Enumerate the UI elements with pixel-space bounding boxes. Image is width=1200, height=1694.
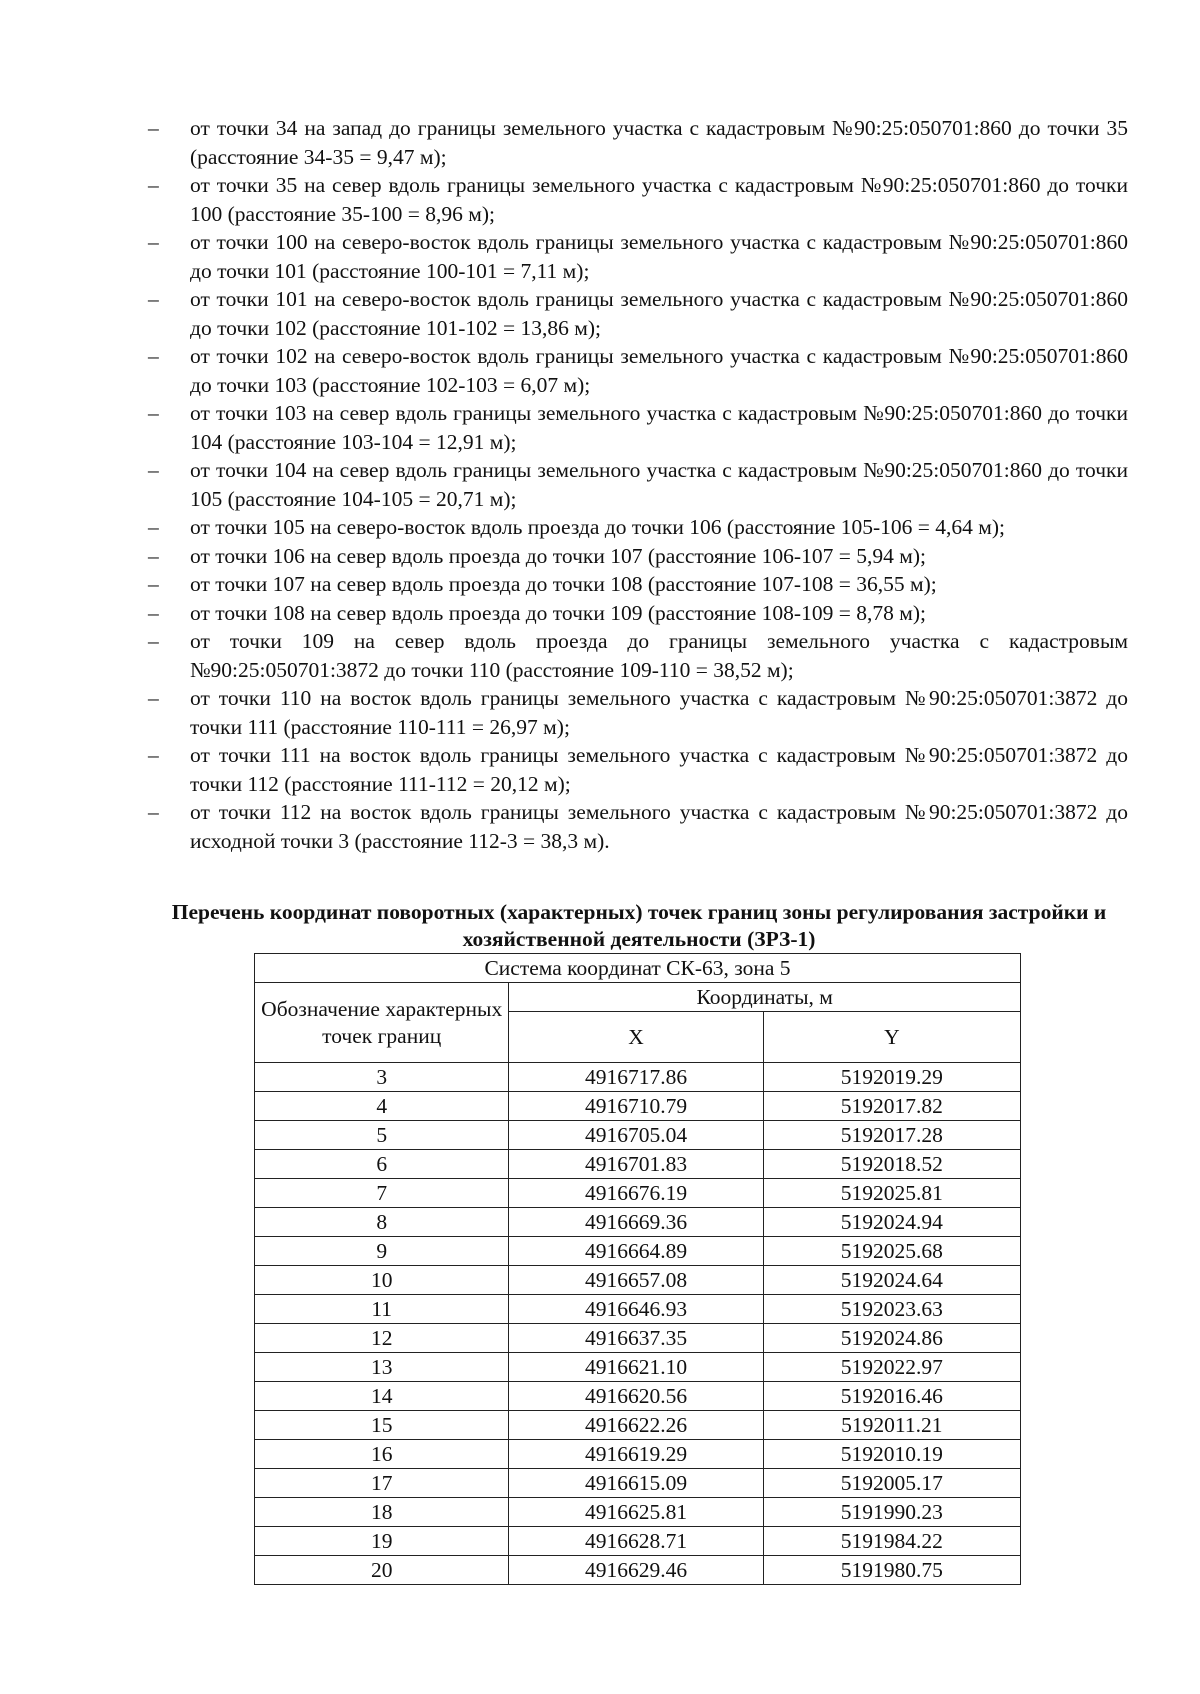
list-item-text: от точки 103 на север вдоль границы земельного участка с кадастровым №90:25:050701:860 до точки 104 (расстояние 103-104 = 12,91 м); xyxy=(190,401,1128,454)
list-marker: – xyxy=(148,173,159,197)
y-cell: 5192010.19 xyxy=(763,1440,1020,1469)
point-cell: 7 xyxy=(255,1179,509,1208)
point-cell: 17 xyxy=(255,1469,509,1498)
list-item-text: от точки 104 на север вдоль границы земельного участка с кадастровым №90:25:050701:860 до точки 105 (расстояние 104-105 = 20,71 м); xyxy=(190,458,1128,511)
list-marker: – xyxy=(148,515,159,539)
list-item xyxy=(148,684,1128,741)
list-marker: – xyxy=(148,686,159,710)
x-cell: 4916669.36 xyxy=(509,1208,763,1237)
y-cell: 5192017.82 xyxy=(763,1092,1020,1121)
list-marker: – xyxy=(148,344,159,368)
coordinates-table xyxy=(254,953,1021,1585)
list-marker: – xyxy=(148,543,159,568)
table-row xyxy=(255,1353,1021,1382)
list-item xyxy=(148,114,1128,171)
list-marker: – xyxy=(148,600,159,625)
point-cell: 11 xyxy=(255,1295,509,1324)
list-item xyxy=(148,228,1128,285)
x-cell: 4916710.79 xyxy=(509,1092,763,1121)
y-cell: 5192024.94 xyxy=(763,1208,1020,1237)
x-cell: 4916701.83 xyxy=(509,1150,763,1179)
point-cell: 14 xyxy=(255,1382,509,1411)
table-row xyxy=(255,1440,1021,1469)
x-cell: 4916622.26 xyxy=(509,1411,763,1440)
list-item-text: от точки 34 на запад до границы земельного участка с кадастровым №90:25:050701:860 до точки 35 (расстояние 34-35 = 9,47 м); xyxy=(190,116,1128,169)
list-item-text: от точки 110 на восток вдоль границы земельного участка с кадастровым №90:25:050701:3872 до точки 111 (расстояние 110-111 = 26,97 м); xyxy=(190,686,1128,739)
table-row xyxy=(255,1469,1021,1498)
x-cell: 4916625.81 xyxy=(509,1498,763,1527)
table-row xyxy=(255,1411,1021,1440)
x-cell: 4916629.46 xyxy=(509,1556,763,1585)
point-cell: 18 xyxy=(255,1498,509,1527)
coordinates-heading: Перечень координат поворотных (характерных) точек границ зоны регулирования застройки и хозяйственной деятельности (ЗРЗ-1) xyxy=(171,900,1107,951)
list-item-text: от точки 35 на север вдоль границы земельного участка с кадастровым №90:25:050701:860 до точки 100 (расстояние 35-100 = 8,96 м); xyxy=(190,173,1128,226)
x-cell: 4916646.93 xyxy=(509,1295,763,1324)
point-cell: 5 xyxy=(255,1121,509,1150)
point-cell: 16 xyxy=(255,1440,509,1469)
point-cell: 19 xyxy=(255,1527,509,1556)
list-item xyxy=(148,798,1128,855)
table-header-row xyxy=(255,983,1021,1012)
table-row xyxy=(255,1150,1021,1179)
list-item-text: от точки 101 на северо-восток вдоль границы земельного участка с кадастровым №90:25:050701:860 до точки 102 (расстояние 101-102 = 13,86 м); xyxy=(190,287,1128,340)
list-item-text: от точки 111 на восток вдоль границы земельного участка с кадастровым №90:25:050701:3872 до точки 112 (расстояние 111-112 = 20,12 м); xyxy=(190,743,1128,796)
list-marker: – xyxy=(148,230,159,254)
list-item xyxy=(148,285,1128,342)
list-item xyxy=(148,171,1128,228)
y-header: Y xyxy=(763,1012,1020,1063)
y-cell: 5192011.21 xyxy=(763,1411,1020,1440)
list-marker: – xyxy=(148,572,159,596)
list-marker: – xyxy=(148,401,159,425)
list-item xyxy=(148,542,1128,571)
y-cell: 5191980.75 xyxy=(763,1556,1020,1585)
y-cell: 5191984.22 xyxy=(763,1527,1020,1556)
list-item-text: от точки 112 на восток вдоль границы земельного участка с кадастровым №90:25:050701:3872 до исходной точки 3 (расстояние 112-3 = 38,3 м). xyxy=(190,800,1128,853)
y-cell: 5192005.17 xyxy=(763,1469,1020,1498)
list-item xyxy=(148,342,1128,399)
coordinate-system-header: Система координат СК-63, зона 5 xyxy=(255,954,1021,983)
x-cell: 4916676.19 xyxy=(509,1179,763,1208)
point-cell: 15 xyxy=(255,1411,509,1440)
y-cell: 5192024.86 xyxy=(763,1324,1020,1353)
table-row xyxy=(255,1498,1021,1527)
table-row xyxy=(255,1556,1021,1585)
point-label-header: Обозначение характерных точек границ xyxy=(255,983,509,1063)
y-cell: 5192025.81 xyxy=(763,1179,1020,1208)
y-cell: 5191990.23 xyxy=(763,1498,1020,1527)
x-header: X xyxy=(509,1012,763,1063)
table-row xyxy=(255,1382,1021,1411)
x-cell: 4916628.71 xyxy=(509,1527,763,1556)
list-item-text: от точки 107 на север вдоль проезда до точки 108 (расстояние 107-108 = 36,55 м); xyxy=(190,572,937,596)
y-cell: 5192017.28 xyxy=(763,1121,1020,1150)
x-cell: 4916637.35 xyxy=(509,1324,763,1353)
table-row xyxy=(255,1295,1021,1324)
x-cell: 4916620.56 xyxy=(509,1382,763,1411)
table-row xyxy=(255,1266,1021,1295)
table-row xyxy=(255,1063,1021,1092)
table-row xyxy=(255,1208,1021,1237)
x-cell: 4916705.04 xyxy=(509,1121,763,1150)
x-cell: 4916615.09 xyxy=(509,1469,763,1498)
list-item xyxy=(148,741,1128,798)
table-row xyxy=(255,1324,1021,1353)
x-cell: 4916657.08 xyxy=(509,1266,763,1295)
x-cell: 4916621.10 xyxy=(509,1353,763,1382)
point-cell: 20 xyxy=(255,1556,509,1585)
list-item-text: от точки 105 на северо-восток вдоль проезда до точки 106 (расстояние 105-106 = 4,64 м); xyxy=(190,515,1006,539)
point-cell: 3 xyxy=(255,1063,509,1092)
point-cell: 6 xyxy=(255,1150,509,1179)
list-item-text: от точки 109 на север вдоль проезда до границы земельного участка с кадастровым №90:25:050701:3872 до точки 110 (расстояние 109-110 = 38,52 м); xyxy=(190,629,1128,682)
list-item xyxy=(148,399,1128,456)
boundary-description-list xyxy=(148,114,1128,855)
table-row xyxy=(255,1179,1021,1208)
point-cell: 8 xyxy=(255,1208,509,1237)
list-marker: – xyxy=(148,800,159,824)
list-item-text: от точки 108 на север вдоль проезда до точки 109 (расстояние 108-109 = 8,78 м); xyxy=(190,600,926,625)
y-cell: 5192025.68 xyxy=(763,1237,1020,1266)
x-cell: 4916619.29 xyxy=(509,1440,763,1469)
list-item xyxy=(148,599,1128,628)
list-item-text: от точки 106 на север вдоль проезда до точки 107 (расстояние 106-107 = 5,94 м); xyxy=(190,543,926,568)
point-cell: 12 xyxy=(255,1324,509,1353)
list-item-text: от точки 100 на северо-восток вдоль границы земельного участка с кадастровым №90:25:050701:860 до точки 101 (расстояние 100-101 = 7,11 м); xyxy=(190,230,1128,283)
point-cell: 10 xyxy=(255,1266,509,1295)
y-cell: 5192016.46 xyxy=(763,1382,1020,1411)
list-marker: – xyxy=(148,629,159,653)
point-cell: 4 xyxy=(255,1092,509,1121)
y-cell: 5192022.97 xyxy=(763,1353,1020,1382)
x-cell: 4916717.86 xyxy=(509,1063,763,1092)
table-row xyxy=(255,1121,1021,1150)
list-marker: – xyxy=(148,116,159,140)
list-marker: – xyxy=(148,287,159,311)
point-cell: 9 xyxy=(255,1237,509,1266)
coordinates-header: Координаты, м xyxy=(509,983,1021,1012)
list-item xyxy=(148,513,1128,542)
y-cell: 5192024.64 xyxy=(763,1266,1020,1295)
table-system-header-row xyxy=(255,954,1021,983)
table-row xyxy=(255,1237,1021,1266)
list-marker: – xyxy=(148,458,159,482)
table-row xyxy=(255,1092,1021,1121)
list-item xyxy=(148,627,1128,684)
y-cell: 5192019.29 xyxy=(763,1063,1020,1092)
list-marker: – xyxy=(148,743,159,767)
list-item xyxy=(148,570,1128,599)
x-cell: 4916664.89 xyxy=(509,1237,763,1266)
list-item xyxy=(148,456,1128,513)
y-cell: 5192018.52 xyxy=(763,1150,1020,1179)
list-item-text: от точки 102 на северо-восток вдоль границы земельного участка с кадастровым №90:25:050701:860 до точки 103 (расстояние 102-103 = 6,07 м); xyxy=(190,344,1128,397)
table-row xyxy=(255,1527,1021,1556)
y-cell: 5192023.63 xyxy=(763,1295,1020,1324)
point-cell: 13 xyxy=(255,1353,509,1382)
